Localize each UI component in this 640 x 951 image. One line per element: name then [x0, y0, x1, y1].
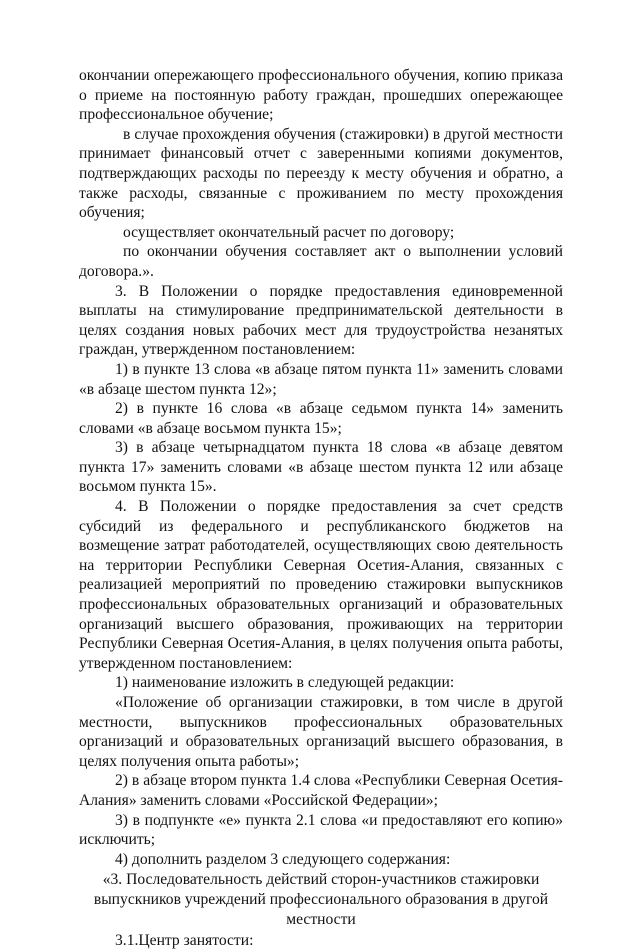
paragraph: 2) в пункте 16 слова «в абзаце седьмом пункта 14» заменить словами «в абзаце восьмом пункта 15»;: [79, 400, 563, 437]
section-heading-line: выпускников учреждений профессионального образования в другой: [93, 890, 549, 908]
paragraph: 1) наименование изложить в следующей редакции:: [115, 674, 455, 692]
paragraph: 3) в абзаце четырнадцатом пункта 18 слова «в абзаце девятом пункта 17» заменить словами «в абзаце шестом пункта 12 или абзаце восьмом пункта 15».: [79, 439, 563, 496]
paragraph: 3.1.Центр занятости:: [115, 932, 254, 950]
section-heading-line: «3. Последовательность действий сторон-участников стажировки: [102, 871, 540, 889]
paragraph: 3. В Положении о порядке предоставления единовременной выплаты на стимулирование предпринимательской деятельности в целях создания новых рабочих мест для трудоустройства незанятых граждан, утвержденном постановлением:: [79, 282, 563, 359]
paragraph: 2) в абзаце втором пункта 1.4 слова «Республики Северная Осетия-Алания» заменить словами «Российской Федерации»;: [79, 772, 563, 809]
section-heading-line: местности: [286, 910, 356, 928]
paragraph: в случае прохождения обучения (стажировки) в другой местности принимает финансовый отчет с заверенными копиями документов, подтверждающих расходы по переезду к месту обучения и обратно, а также расходы, связанные с проживанием по месту прохождения обучения;: [79, 125, 563, 222]
section-heading: [79, 870, 563, 929]
paragraph: осуществляет окончательный расчет по договору;: [123, 223, 455, 241]
paragraph: по окончании обучения составляет акт о выполнении условий договора.».: [79, 243, 563, 280]
paragraph: 4. В Положении о порядке предоставления за счет средств субсидий из федерального и республиканского бюджетов на возмещение затрат работодателей, осуществляющих свою деятельность на территории Республики Северная Осетия-Алания, связанных с реализацией мероприятий по проведению стажировки выпускников профессиональных образовательных организаций и образовательных организаций высшего образования, проживающих на территории Республики Северная Осетия-Алания, в целях получения опыта работы, утвержденном постановлением:: [79, 498, 563, 672]
paragraph: окончании опережающего профессионального обучения, копию приказа о приеме на постоянную работу граждан, прошедших опережающее профессиональное обучение;: [79, 67, 563, 124]
paragraph: 4) дополнить разделом 3 следующего содержания:: [115, 850, 451, 868]
paragraph: 3) в подпункте «е» пункта 2.1 слова «и предоставляют его копию» исключить;: [79, 811, 563, 849]
paragraph: «Положение об организации стажировки, в том числе в другой местности, выпускников профессиональных образовательных организаций и образовательных организаций высшего образования, в целях получения опыта работы»;: [79, 694, 563, 770]
paragraph: 1) в пункте 13 слова «в абзаце пятом пункта 11» заменить словами «в абзаце шестом пункта 12»;: [79, 360, 563, 398]
document-body: [79, 66, 563, 951]
